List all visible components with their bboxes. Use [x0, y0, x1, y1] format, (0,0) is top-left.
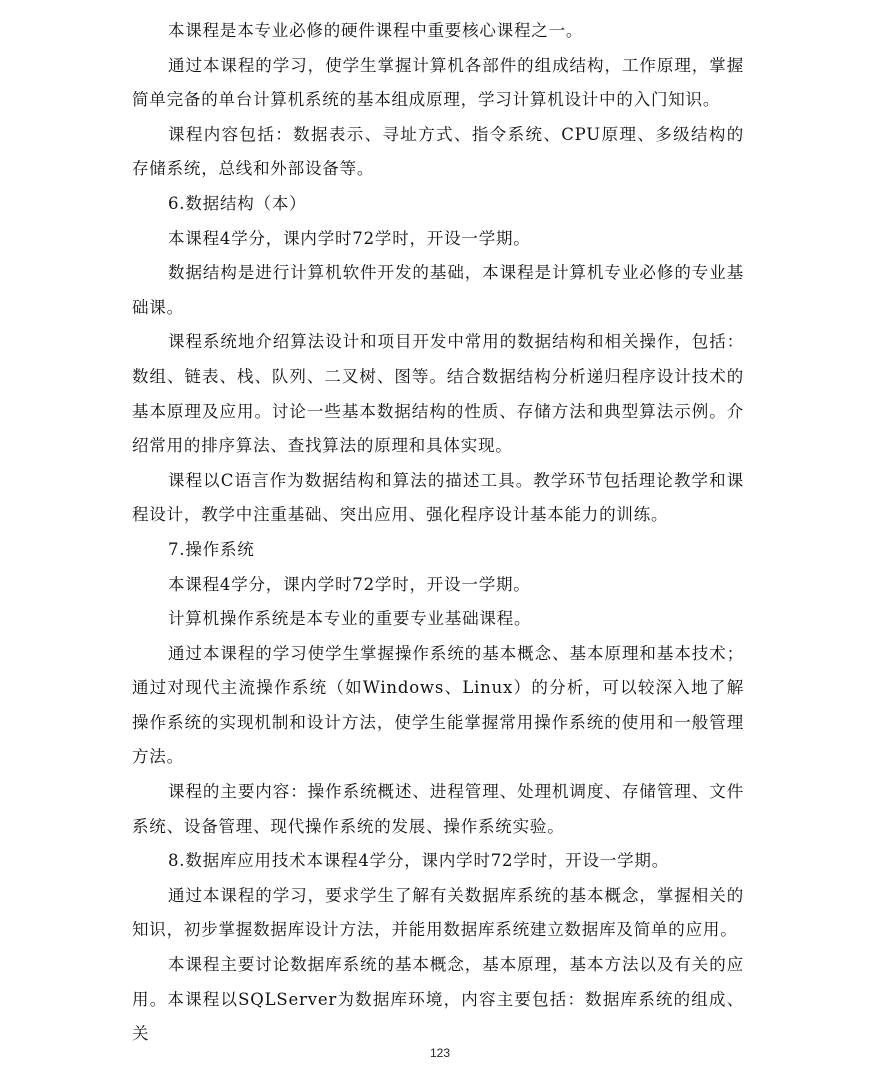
- paragraph: 本课程是本专业必修的硬件课程中重要核心课程之一。: [168, 21, 584, 40]
- body-text: [132, 14, 744, 1052]
- paragraph: 本课程4学分，课内学时72学时，开设一学期。: [168, 228, 531, 248]
- paragraph: 课程的主要内容：操作系统概述、进程管理、处理机调度、存储管理、文件系统、设备管理、现代操作系统的发展、操作系统实验。: [132, 782, 744, 836]
- paragraph: 通过本课程的学习，使学生掌握计算机各部件的组成结构，工作原理，掌握简单完备的单台计算机系统的基本组成原理，学习计算机设计中的入门知识。: [132, 55, 744, 110]
- section-heading-data-structures: 6.数据结构（本）: [168, 193, 307, 213]
- paragraph: 通过本课程的学习，要求学生了解有关数据库系统的基本概念，掌握相关的知识，初步掌握数据库设计方法，并能用数据库系统建立数据库及简单的应用。: [132, 885, 744, 940]
- section-heading-database: 8.数据库应用技术本课程4学分，课内学时72学时，开设一学期。: [168, 851, 670, 871]
- paragraph: 本课程4学分，课内学时72学时，开设一学期。: [168, 574, 531, 594]
- paragraph: 通过本课程的学习使学生掌握操作系统的基本概念、基本原理和基本技术；通过对现代主流操作系统（如Windows、Linux）的分析，可以较深入地了解操作系统的实现机制和设计方法，使学生能掌握常用操作系统的使用和一般管理方法。: [132, 643, 744, 767]
- paragraph: 计算机操作系统是本专业的重要专业基础课程。: [168, 609, 532, 629]
- page-number: 123: [429, 1046, 451, 1060]
- paragraph: 课程以C语言作为数据结构和算法的描述工具。教学环节包括理论教学和课程设计，教学中注重基础、突出应用、强化程序设计基本能力的训练。: [132, 470, 744, 525]
- section-heading-operating-systems: 7.操作系统: [168, 539, 255, 559]
- paragraph: 课程系统地介绍算法设计和项目开发中常用的数据结构和相关操作，包括：数组、链表、栈、队列、二叉树、图等。结合数据结构分析递归程序设计技术的基本原理及应用。讨论一些基本数据结构的性质、存储方法和典型算法示例。介绍常用的排序算法、查找算法的原理和具体实现。: [132, 332, 744, 456]
- paragraph: 本课程主要讨论数据库系统的基本概念，基本原理，基本方法以及有关的应用。本课程以SQLServer为数据库环境，内容主要包括：数据库系统的组成、关: [132, 955, 744, 1044]
- paragraph: 数据结构是进行计算机软件开发的基础，本课程是计算机专业必修的专业基础课。: [132, 263, 744, 317]
- paragraph: 课程内容包括：数据表示、寻址方式、指令系统、CPU原理、多级结构的存储系统，总线和外部设备等。: [132, 124, 744, 179]
